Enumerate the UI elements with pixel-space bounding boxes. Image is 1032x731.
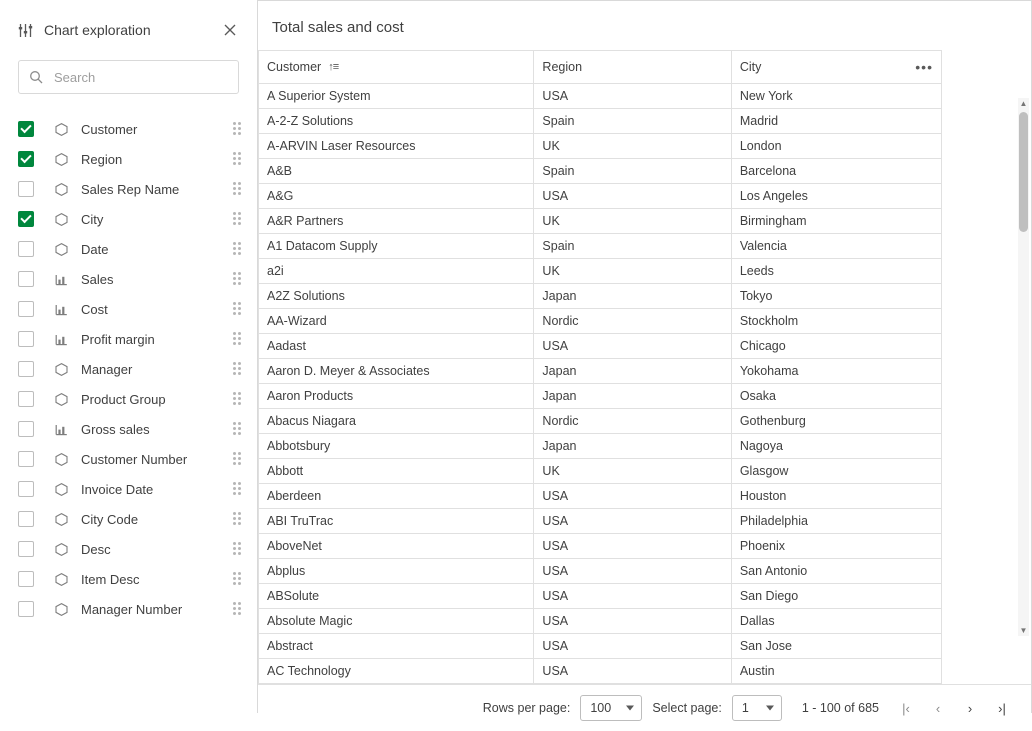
table-cell[interactable]: Glasgow bbox=[731, 459, 941, 484]
last-page-button[interactable]: ›| bbox=[991, 695, 1013, 721]
table-cell[interactable]: Aadast bbox=[259, 334, 534, 359]
field-row[interactable] bbox=[0, 234, 257, 264]
scroll-up-icon[interactable]: ▲ bbox=[1019, 99, 1028, 108]
table-cell[interactable]: AboveNet bbox=[259, 534, 534, 559]
table-cell[interactable]: San Diego bbox=[731, 584, 941, 609]
drag-handle-icon[interactable] bbox=[231, 391, 243, 407]
panel-title: Chart exploration bbox=[44, 22, 151, 38]
close-icon[interactable] bbox=[219, 19, 241, 41]
table-cell[interactable]: Aaron D. Meyer & Associates bbox=[259, 359, 534, 384]
search-input[interactable] bbox=[52, 69, 232, 86]
table-cell[interactable]: Aberdeen bbox=[259, 484, 534, 509]
table-cell[interactable]: Tokyo bbox=[731, 284, 941, 309]
table-cell[interactable]: UK bbox=[534, 459, 731, 484]
table-row[interactable] bbox=[259, 159, 942, 184]
field-row[interactable] bbox=[0, 264, 257, 294]
search-box[interactable] bbox=[18, 60, 239, 94]
field-row[interactable] bbox=[0, 324, 257, 354]
panel-header bbox=[0, 0, 257, 60]
table-cell[interactable]: USA bbox=[534, 659, 731, 684]
table-cell[interactable]: Abplus bbox=[259, 559, 534, 584]
scrollbar-thumb[interactable] bbox=[1019, 112, 1028, 232]
column-menu-icon[interactable]: ••• bbox=[915, 59, 933, 75]
field-checkbox[interactable] bbox=[18, 241, 34, 257]
drag-handle-icon[interactable] bbox=[231, 511, 243, 527]
table-row[interactable] bbox=[259, 509, 942, 534]
search-wrapper bbox=[0, 60, 257, 94]
field-label: Manager bbox=[81, 361, 133, 377]
field-checkbox[interactable] bbox=[18, 151, 34, 167]
drag-handle-icon[interactable] bbox=[231, 181, 243, 197]
table-cell[interactable]: San Antonio bbox=[731, 559, 941, 584]
dimension-icon bbox=[53, 451, 69, 467]
table-area bbox=[258, 50, 1031, 684]
field-checkbox[interactable] bbox=[18, 181, 34, 197]
table-cell[interactable]: Chicago bbox=[731, 334, 941, 359]
table-cell[interactable]: New York bbox=[731, 84, 941, 109]
field-label: Product Group bbox=[81, 391, 166, 407]
column-header-label: City bbox=[739, 60, 762, 74]
table-cell[interactable]: Abbotsbury bbox=[259, 434, 534, 459]
table-cell[interactable]: Birmingham bbox=[731, 209, 941, 234]
table-cell[interactable]: USA bbox=[534, 534, 731, 559]
field-label: Invoice Date bbox=[81, 481, 154, 497]
rows-per-page-label: Rows per page: bbox=[482, 701, 571, 715]
table-row[interactable] bbox=[259, 109, 942, 134]
field-checkbox[interactable] bbox=[18, 451, 34, 467]
table-cell[interactable]: Japan bbox=[534, 359, 731, 384]
column-header-label: Customer bbox=[267, 60, 322, 74]
table-cell[interactable]: A1 Datacom Supply bbox=[259, 234, 534, 259]
field-label: Desc bbox=[81, 541, 111, 557]
field-row[interactable] bbox=[0, 144, 257, 174]
table-cell[interactable]: Madrid bbox=[731, 109, 941, 134]
chevron-down-icon bbox=[766, 706, 774, 711]
field-checkbox[interactable] bbox=[18, 421, 34, 437]
drag-handle-icon[interactable] bbox=[231, 601, 243, 617]
table-cell[interactable]: Osaka bbox=[731, 384, 941, 409]
field-checkbox[interactable] bbox=[18, 331, 34, 347]
field-checkbox[interactable] bbox=[18, 271, 34, 287]
table-row[interactable] bbox=[259, 234, 942, 259]
field-row[interactable] bbox=[0, 204, 257, 234]
field-row[interactable] bbox=[0, 414, 257, 444]
table-row[interactable] bbox=[259, 559, 942, 584]
drag-handle-icon[interactable] bbox=[231, 571, 243, 587]
chart-container bbox=[258, 0, 1032, 716]
table-row[interactable] bbox=[259, 634, 942, 659]
table-cell[interactable]: London bbox=[731, 134, 941, 159]
table-cell[interactable]: Absolute Magic bbox=[259, 609, 534, 634]
table-body bbox=[259, 84, 942, 684]
table-cell[interactable]: Dallas bbox=[731, 609, 941, 634]
field-checkbox[interactable] bbox=[18, 121, 34, 137]
drag-handle-icon[interactable] bbox=[231, 331, 243, 347]
table-row[interactable] bbox=[259, 359, 942, 384]
field-checkbox[interactable] bbox=[18, 211, 34, 227]
field-row[interactable] bbox=[0, 564, 257, 594]
table-cell[interactable]: USA bbox=[534, 634, 731, 659]
field-label: Item Desc bbox=[81, 571, 140, 587]
table-row[interactable] bbox=[259, 134, 942, 159]
table-cell[interactable]: Stockholm bbox=[731, 309, 941, 334]
column-header-customer[interactable] bbox=[259, 51, 534, 84]
table-cell[interactable]: Leeds bbox=[731, 259, 941, 284]
measure-icon bbox=[53, 271, 69, 287]
field-label: Sales Rep Name bbox=[81, 181, 180, 197]
table-cell[interactable]: Austin bbox=[731, 659, 941, 684]
table-cell[interactable]: Abbott bbox=[259, 459, 534, 484]
table-cell[interactable]: USA bbox=[534, 609, 731, 634]
table-cell[interactable]: Abstract bbox=[259, 634, 534, 659]
table-row[interactable] bbox=[259, 409, 942, 434]
field-row[interactable] bbox=[0, 474, 257, 504]
row-range-text: 1 - 100 of 685 bbox=[801, 701, 879, 715]
field-row[interactable] bbox=[0, 384, 257, 414]
table-cell[interactable]: A&R Partners bbox=[259, 209, 534, 234]
dimension-icon bbox=[53, 391, 69, 407]
field-label: City Code bbox=[81, 511, 139, 527]
field-checkbox[interactable] bbox=[18, 361, 34, 377]
drag-handle-icon[interactable] bbox=[231, 421, 243, 437]
measure-icon bbox=[53, 331, 69, 347]
table-cell[interactable]: USA bbox=[534, 484, 731, 509]
table-row[interactable] bbox=[259, 609, 942, 634]
select-page-label: Select page: bbox=[652, 701, 722, 715]
field-label: Customer Number bbox=[81, 451, 188, 467]
table-cell[interactable]: ABI TruTrac bbox=[259, 509, 534, 534]
table-cell[interactable]: Japan bbox=[534, 384, 731, 409]
table-row[interactable] bbox=[259, 459, 942, 484]
table-cell[interactable]: A&G bbox=[259, 184, 534, 209]
table-cell[interactable]: USA bbox=[534, 184, 731, 209]
table-cell[interactable]: A Superior System bbox=[259, 84, 534, 109]
dimension-icon bbox=[53, 361, 69, 377]
table-cell[interactable]: USA bbox=[534, 84, 731, 109]
table-cell[interactable]: Barcelona bbox=[731, 159, 941, 184]
rows-per-page-value: 100 bbox=[590, 701, 612, 715]
table-cell[interactable]: A&B bbox=[259, 159, 534, 184]
next-page-button[interactable]: › bbox=[959, 695, 981, 721]
drag-handle-icon[interactable] bbox=[231, 151, 243, 167]
table-cell[interactable]: Yokohama bbox=[731, 359, 941, 384]
field-row[interactable] bbox=[0, 114, 257, 144]
data-table bbox=[258, 50, 942, 684]
drag-handle-icon[interactable] bbox=[231, 121, 243, 137]
dimension-icon bbox=[53, 211, 69, 227]
field-label: Date bbox=[81, 241, 109, 257]
table-cell[interactable]: Los Angeles bbox=[731, 184, 941, 209]
field-row[interactable] bbox=[0, 534, 257, 564]
table-cell[interactable]: UK bbox=[534, 209, 731, 234]
table-row[interactable] bbox=[259, 484, 942, 509]
drag-handle-icon[interactable] bbox=[231, 241, 243, 257]
chart-exploration-panel bbox=[0, 0, 258, 713]
table-cell[interactable]: Phoenix bbox=[731, 534, 941, 559]
scroll-down-icon[interactable]: ▼ bbox=[1019, 626, 1028, 635]
rows-per-page-select[interactable] bbox=[580, 695, 642, 721]
table-row[interactable] bbox=[259, 84, 942, 109]
field-list bbox=[0, 114, 257, 713]
field-label: Gross sales bbox=[81, 421, 150, 437]
table-cell[interactable]: San Jose bbox=[731, 634, 941, 659]
sort-ascending-icon[interactable]: ↑≡ bbox=[328, 61, 339, 73]
dimension-icon bbox=[53, 121, 69, 137]
search-icon bbox=[29, 70, 43, 85]
table-row[interactable] bbox=[259, 184, 942, 209]
table-cell[interactable]: Nagoya bbox=[731, 434, 941, 459]
chevron-down-icon bbox=[626, 706, 634, 711]
table-row[interactable] bbox=[259, 284, 942, 309]
table-row[interactable] bbox=[259, 259, 942, 284]
field-row[interactable] bbox=[0, 174, 257, 204]
table-cell[interactable]: Gothenburg bbox=[731, 409, 941, 434]
field-row[interactable] bbox=[0, 594, 257, 624]
dimension-icon bbox=[53, 511, 69, 527]
chart-content bbox=[258, 0, 1032, 716]
dimension-icon bbox=[53, 541, 69, 557]
table-header-row bbox=[259, 51, 942, 84]
drag-handle-icon[interactable] bbox=[231, 361, 243, 377]
table-footer bbox=[258, 684, 1031, 731]
drag-handle-icon[interactable] bbox=[231, 301, 243, 317]
field-label: Manager Number bbox=[81, 601, 183, 617]
table-row[interactable] bbox=[259, 434, 942, 459]
table-cell[interactable]: Aaron Products bbox=[259, 384, 534, 409]
table-cell[interactable]: Houston bbox=[731, 484, 941, 509]
table-row[interactable] bbox=[259, 334, 942, 359]
previous-page-button[interactable]: ‹ bbox=[927, 695, 949, 721]
dimension-icon bbox=[53, 481, 69, 497]
table-cell[interactable]: Japan bbox=[534, 284, 731, 309]
field-row[interactable] bbox=[0, 354, 257, 384]
dimension-icon bbox=[53, 241, 69, 257]
table-cell[interactable]: Spain bbox=[534, 159, 731, 184]
field-row[interactable] bbox=[0, 444, 257, 474]
table-cell[interactable]: USA bbox=[534, 559, 731, 584]
table-row[interactable] bbox=[259, 309, 942, 334]
field-label: Sales bbox=[81, 271, 114, 287]
field-checkbox[interactable] bbox=[18, 391, 34, 407]
field-label: Cost bbox=[81, 301, 108, 317]
table-head bbox=[259, 51, 942, 84]
table-row[interactable] bbox=[259, 659, 942, 684]
table-cell[interactable]: A-ARVIN Laser Resources bbox=[259, 134, 534, 159]
table-cell[interactable]: Spain bbox=[534, 109, 731, 134]
table-cell[interactable]: a2i bbox=[259, 259, 534, 284]
select-page-value: 1 bbox=[741, 701, 749, 715]
table-cell[interactable]: Valencia bbox=[731, 234, 941, 259]
vertical-scrollbar[interactable] bbox=[1018, 98, 1029, 636]
column-header-region[interactable] bbox=[534, 51, 731, 84]
dimension-icon bbox=[53, 571, 69, 587]
field-row[interactable] bbox=[0, 504, 257, 534]
table-cell[interactable]: A-2-Z Solutions bbox=[259, 109, 534, 134]
field-label: Region bbox=[81, 151, 123, 167]
field-checkbox[interactable] bbox=[18, 601, 34, 617]
field-checkbox[interactable] bbox=[18, 301, 34, 317]
chart-title: Total sales and cost bbox=[272, 19, 404, 36]
table-row[interactable] bbox=[259, 584, 942, 609]
table-cell[interactable]: Spain bbox=[534, 234, 731, 259]
table-cell[interactable]: A2Z Solutions bbox=[259, 284, 534, 309]
drag-handle-icon[interactable] bbox=[231, 451, 243, 467]
table-cell[interactable]: USA bbox=[534, 584, 731, 609]
table-row[interactable] bbox=[259, 534, 942, 559]
table-cell[interactable]: USA bbox=[534, 334, 731, 359]
table-cell[interactable]: Abacus Niagara bbox=[259, 409, 534, 434]
table-cell[interactable]: UK bbox=[534, 134, 731, 159]
dimension-icon bbox=[53, 601, 69, 617]
table-row[interactable] bbox=[259, 384, 942, 409]
table-cell[interactable]: Japan bbox=[534, 434, 731, 459]
table-cell[interactable]: Nordic bbox=[534, 309, 731, 334]
field-row[interactable] bbox=[0, 294, 257, 324]
field-checkbox[interactable] bbox=[18, 541, 34, 557]
measure-icon bbox=[53, 421, 69, 437]
table-cell[interactable]: UK bbox=[534, 259, 731, 284]
column-header-city[interactable] bbox=[731, 51, 941, 84]
drag-handle-icon[interactable] bbox=[231, 481, 243, 497]
table-cell[interactable]: Nordic bbox=[534, 409, 731, 434]
select-page-select[interactable] bbox=[732, 695, 782, 721]
table-row[interactable] bbox=[259, 209, 942, 234]
drag-handle-icon[interactable] bbox=[231, 211, 243, 227]
field-checkbox[interactable] bbox=[18, 571, 34, 587]
table-cell[interactable]: ABSolute bbox=[259, 584, 534, 609]
drag-handle-icon[interactable] bbox=[231, 271, 243, 287]
field-label: Profit margin bbox=[81, 331, 155, 347]
first-page-button[interactable]: |‹ bbox=[895, 695, 917, 721]
field-checkbox[interactable] bbox=[18, 511, 34, 527]
table-cell[interactable]: USA bbox=[534, 509, 731, 534]
field-label: City bbox=[81, 211, 104, 227]
dimension-icon bbox=[53, 181, 69, 197]
column-header-label: Region bbox=[542, 60, 583, 74]
table-cell[interactable]: AC Technology bbox=[259, 659, 534, 684]
table-cell[interactable]: Philadelphia bbox=[731, 509, 941, 534]
sliders-icon bbox=[16, 21, 34, 39]
field-label: Customer bbox=[81, 121, 138, 137]
field-checkbox[interactable] bbox=[18, 481, 34, 497]
table-cell[interactable]: AA-Wizard bbox=[259, 309, 534, 334]
dimension-icon bbox=[53, 151, 69, 167]
drag-handle-icon[interactable] bbox=[231, 541, 243, 557]
measure-icon bbox=[53, 301, 69, 317]
